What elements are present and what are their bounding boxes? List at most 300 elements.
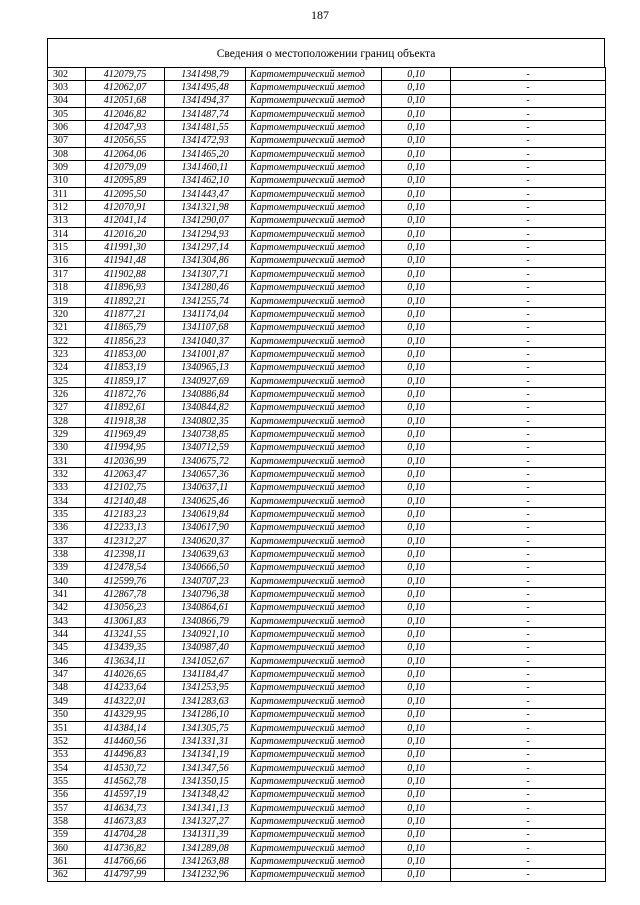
y-coordinate-cell: 1341460,11 xyxy=(165,161,246,174)
y-coordinate-cell: 1340802,35 xyxy=(165,414,246,427)
error-cell: 0,10 xyxy=(382,588,451,601)
error-cell: 0,10 xyxy=(382,241,451,254)
point-number-cell: 346 xyxy=(48,655,86,668)
method-cell: Картометрический метод xyxy=(246,281,382,294)
x-coordinate-cell: 412062,07 xyxy=(86,81,165,94)
method-cell: Картометрический метод xyxy=(246,775,382,788)
point-number-cell: 331 xyxy=(48,454,86,467)
error-cell: 0,10 xyxy=(382,548,451,561)
y-coordinate-cell: 1341495,48 xyxy=(165,81,246,94)
x-coordinate-cell: 414329,95 xyxy=(86,708,165,721)
x-coordinate-cell: 414026,65 xyxy=(86,668,165,681)
description-cell: - xyxy=(451,361,606,374)
description-cell: - xyxy=(451,828,606,841)
point-number-cell: 353 xyxy=(48,748,86,761)
point-number-cell: 319 xyxy=(48,294,86,307)
point-number-cell: 329 xyxy=(48,428,86,441)
description-cell: - xyxy=(451,348,606,361)
y-coordinate-cell: 1340620,37 xyxy=(165,535,246,548)
y-coordinate-cell: 1341443,47 xyxy=(165,188,246,201)
method-cell: Картометрический метод xyxy=(246,228,382,241)
y-coordinate-cell: 1341290,07 xyxy=(165,214,246,227)
x-coordinate-cell: 412079,75 xyxy=(86,68,165,81)
error-cell: 0,10 xyxy=(382,575,451,588)
x-coordinate-cell: 412102,75 xyxy=(86,481,165,494)
description-cell: - xyxy=(451,254,606,267)
point-number-cell: 317 xyxy=(48,268,86,281)
y-coordinate-cell: 1341184,47 xyxy=(165,668,246,681)
method-cell: Картометрический метод xyxy=(246,201,382,214)
y-coordinate-cell: 1341289,08 xyxy=(165,841,246,854)
x-coordinate-cell: 412140,48 xyxy=(86,495,165,508)
description-cell: - xyxy=(451,735,606,748)
description-cell: - xyxy=(451,721,606,734)
table-row xyxy=(48,268,606,281)
error-cell: 0,10 xyxy=(382,535,451,548)
y-coordinate-cell: 1340796,38 xyxy=(165,588,246,601)
x-coordinate-cell: 412046,82 xyxy=(86,108,165,121)
x-coordinate-cell: 411991,30 xyxy=(86,241,165,254)
description-cell: - xyxy=(451,321,606,334)
y-coordinate-cell: 1341174,04 xyxy=(165,308,246,321)
point-number-cell: 356 xyxy=(48,788,86,801)
description-cell: - xyxy=(451,401,606,414)
point-number-cell: 313 xyxy=(48,214,86,227)
y-coordinate-cell: 1341481,55 xyxy=(165,121,246,134)
table-row xyxy=(48,801,606,814)
table-row xyxy=(48,695,606,708)
y-coordinate-cell: 1340712,59 xyxy=(165,441,246,454)
y-coordinate-cell: 1341294,93 xyxy=(165,228,246,241)
y-coordinate-cell: 1341462,10 xyxy=(165,174,246,187)
method-cell: Картометрический метод xyxy=(246,428,382,441)
x-coordinate-cell: 411902,88 xyxy=(86,268,165,281)
error-cell: 0,10 xyxy=(382,468,451,481)
y-coordinate-cell: 1341107,68 xyxy=(165,321,246,334)
table-row xyxy=(48,561,606,574)
description-cell: - xyxy=(451,868,606,881)
description-cell: - xyxy=(451,374,606,387)
method-cell: Картометрический метод xyxy=(246,561,382,574)
y-coordinate-cell: 1340987,40 xyxy=(165,641,246,654)
x-coordinate-cell: 411865,79 xyxy=(86,321,165,334)
y-coordinate-cell: 1341348,42 xyxy=(165,788,246,801)
x-coordinate-cell: 414322,01 xyxy=(86,695,165,708)
table-row xyxy=(48,575,606,588)
description-cell: - xyxy=(451,815,606,828)
table-row xyxy=(48,748,606,761)
error-cell: 0,10 xyxy=(382,454,451,467)
y-coordinate-cell: 1341253,95 xyxy=(165,681,246,694)
y-coordinate-cell: 1341305,75 xyxy=(165,721,246,734)
description-cell: - xyxy=(451,334,606,347)
y-coordinate-cell: 1341341,19 xyxy=(165,748,246,761)
point-number-cell: 360 xyxy=(48,841,86,854)
error-cell: 0,10 xyxy=(382,361,451,374)
point-number-cell: 332 xyxy=(48,468,86,481)
error-cell: 0,10 xyxy=(382,94,451,107)
table-row xyxy=(48,521,606,534)
point-number-cell: 339 xyxy=(48,561,86,574)
error-cell: 0,10 xyxy=(382,174,451,187)
table-row xyxy=(48,655,606,668)
point-number-cell: 328 xyxy=(48,414,86,427)
table-row xyxy=(48,468,606,481)
point-number-cell: 324 xyxy=(48,361,86,374)
y-coordinate-cell: 1340675,72 xyxy=(165,454,246,467)
x-coordinate-cell: 412867,78 xyxy=(86,588,165,601)
error-cell: 0,10 xyxy=(382,615,451,628)
description-cell: - xyxy=(451,615,606,628)
description-cell: - xyxy=(451,708,606,721)
point-number-cell: 320 xyxy=(48,308,86,321)
y-coordinate-cell: 1341001,87 xyxy=(165,348,246,361)
point-number-cell: 306 xyxy=(48,121,86,134)
table-row xyxy=(48,81,606,94)
x-coordinate-cell: 413056,23 xyxy=(86,601,165,614)
point-number-cell: 315 xyxy=(48,241,86,254)
description-cell: - xyxy=(451,94,606,107)
description-cell: - xyxy=(451,294,606,307)
description-cell: - xyxy=(451,108,606,121)
error-cell: 0,10 xyxy=(382,641,451,654)
description-cell: - xyxy=(451,428,606,441)
y-coordinate-cell: 1341307,71 xyxy=(165,268,246,281)
point-number-cell: 352 xyxy=(48,735,86,748)
x-coordinate-cell: 413061,83 xyxy=(86,615,165,628)
table-row xyxy=(48,761,606,774)
table-row xyxy=(48,348,606,361)
method-cell: Картометрический метод xyxy=(246,188,382,201)
error-cell: 0,10 xyxy=(382,508,451,521)
method-cell: Картометрический метод xyxy=(246,414,382,427)
table-row xyxy=(48,628,606,641)
point-number-cell: 334 xyxy=(48,495,86,508)
x-coordinate-cell: 412070,91 xyxy=(86,201,165,214)
table-row xyxy=(48,495,606,508)
error-cell: 0,10 xyxy=(382,761,451,774)
y-coordinate-cell: 1341255,74 xyxy=(165,294,246,307)
error-cell: 0,10 xyxy=(382,374,451,387)
table-row xyxy=(48,481,606,494)
point-number-cell: 307 xyxy=(48,134,86,147)
method-cell: Картометрический метод xyxy=(246,68,382,81)
table-row xyxy=(48,868,606,881)
error-cell: 0,10 xyxy=(382,775,451,788)
point-number-cell: 355 xyxy=(48,775,86,788)
coordinates-table-body xyxy=(48,68,606,882)
method-cell: Картометрический метод xyxy=(246,481,382,494)
table-row xyxy=(48,161,606,174)
method-cell: Картометрический метод xyxy=(246,214,382,227)
y-coordinate-cell: 1341498,79 xyxy=(165,68,246,81)
table-row xyxy=(48,228,606,241)
y-coordinate-cell: 1341331,31 xyxy=(165,735,246,748)
y-coordinate-cell: 1340738,85 xyxy=(165,428,246,441)
y-coordinate-cell: 1341311,39 xyxy=(165,828,246,841)
point-number-cell: 358 xyxy=(48,815,86,828)
x-coordinate-cell: 412063,47 xyxy=(86,468,165,481)
method-cell: Картометрический метод xyxy=(246,174,382,187)
description-cell: - xyxy=(451,548,606,561)
point-number-cell: 322 xyxy=(48,334,86,347)
point-number-cell: 347 xyxy=(48,668,86,681)
x-coordinate-cell: 412016,20 xyxy=(86,228,165,241)
description-cell: - xyxy=(451,841,606,854)
method-cell: Картометрический метод xyxy=(246,241,382,254)
y-coordinate-cell: 1340927,69 xyxy=(165,374,246,387)
x-coordinate-cell: 412312,27 xyxy=(86,535,165,548)
description-cell: - xyxy=(451,188,606,201)
method-cell: Картометрический метод xyxy=(246,334,382,347)
x-coordinate-cell: 414704,28 xyxy=(86,828,165,841)
description-cell: - xyxy=(451,241,606,254)
y-coordinate-cell: 1341052,67 xyxy=(165,655,246,668)
x-coordinate-cell: 411856,23 xyxy=(86,334,165,347)
error-cell: 0,10 xyxy=(382,201,451,214)
table-row xyxy=(48,254,606,267)
method-cell: Картометрический метод xyxy=(246,548,382,561)
x-coordinate-cell: 412095,50 xyxy=(86,188,165,201)
method-cell: Картометрический метод xyxy=(246,454,382,467)
method-cell: Картометрический метод xyxy=(246,121,382,134)
point-number-cell: 326 xyxy=(48,388,86,401)
description-cell: - xyxy=(451,414,606,427)
point-number-cell: 303 xyxy=(48,81,86,94)
description-cell: - xyxy=(451,695,606,708)
point-number-cell: 337 xyxy=(48,535,86,548)
error-cell: 0,10 xyxy=(382,254,451,267)
y-coordinate-cell: 1341286,10 xyxy=(165,708,246,721)
error-cell: 0,10 xyxy=(382,601,451,614)
description-cell: - xyxy=(451,121,606,134)
table-row xyxy=(48,588,606,601)
method-cell: Картометрический метод xyxy=(246,254,382,267)
point-number-cell: 348 xyxy=(48,681,86,694)
y-coordinate-cell: 1340637,11 xyxy=(165,481,246,494)
method-cell: Картометрический метод xyxy=(246,788,382,801)
method-cell: Картометрический метод xyxy=(246,735,382,748)
description-cell: - xyxy=(451,761,606,774)
x-coordinate-cell: 412183,23 xyxy=(86,508,165,521)
x-coordinate-cell: 412398,11 xyxy=(86,548,165,561)
description-cell: - xyxy=(451,228,606,241)
error-cell: 0,10 xyxy=(382,268,451,281)
point-number-cell: 344 xyxy=(48,628,86,641)
description-cell: - xyxy=(451,801,606,814)
method-cell: Картометрический метод xyxy=(246,668,382,681)
y-coordinate-cell: 1340666,50 xyxy=(165,561,246,574)
x-coordinate-cell: 414634,73 xyxy=(86,801,165,814)
y-coordinate-cell: 1341487,74 xyxy=(165,108,246,121)
table-row xyxy=(48,441,606,454)
description-cell: - xyxy=(451,748,606,761)
method-cell: Картометрический метод xyxy=(246,708,382,721)
table-row xyxy=(48,454,606,467)
table-row xyxy=(48,374,606,387)
y-coordinate-cell: 1340921,10 xyxy=(165,628,246,641)
description-cell: - xyxy=(451,495,606,508)
table-row xyxy=(48,121,606,134)
table-row xyxy=(48,321,606,334)
error-cell: 0,10 xyxy=(382,721,451,734)
table-row xyxy=(48,281,606,294)
method-cell: Картометрический метод xyxy=(246,108,382,121)
table-row xyxy=(48,401,606,414)
point-number-cell: 310 xyxy=(48,174,86,187)
error-cell: 0,10 xyxy=(382,841,451,854)
y-coordinate-cell: 1341263,88 xyxy=(165,855,246,868)
method-cell: Картометрический метод xyxy=(246,641,382,654)
error-cell: 0,10 xyxy=(382,348,451,361)
x-coordinate-cell: 412233,13 xyxy=(86,521,165,534)
method-cell: Картометрический метод xyxy=(246,441,382,454)
description-cell: - xyxy=(451,775,606,788)
boundary-table-frame xyxy=(47,38,605,882)
point-number-cell: 361 xyxy=(48,855,86,868)
method-cell: Картометрический метод xyxy=(246,588,382,601)
method-cell: Картометрический метод xyxy=(246,321,382,334)
error-cell: 0,10 xyxy=(382,81,451,94)
point-number-cell: 336 xyxy=(48,521,86,534)
error-cell: 0,10 xyxy=(382,481,451,494)
error-cell: 0,10 xyxy=(382,668,451,681)
description-cell: - xyxy=(451,268,606,281)
error-cell: 0,10 xyxy=(382,294,451,307)
x-coordinate-cell: 412478,54 xyxy=(86,561,165,574)
point-number-cell: 362 xyxy=(48,868,86,881)
error-cell: 0,10 xyxy=(382,334,451,347)
y-coordinate-cell: 1341465,20 xyxy=(165,148,246,161)
table-row xyxy=(48,681,606,694)
point-number-cell: 314 xyxy=(48,228,86,241)
table-row xyxy=(48,148,606,161)
point-number-cell: 312 xyxy=(48,201,86,214)
x-coordinate-cell: 412064,06 xyxy=(86,148,165,161)
description-cell: - xyxy=(451,561,606,574)
description-cell: - xyxy=(451,521,606,534)
description-cell: - xyxy=(451,468,606,481)
point-number-cell: 359 xyxy=(48,828,86,841)
error-cell: 0,10 xyxy=(382,828,451,841)
table-row xyxy=(48,775,606,788)
table-row xyxy=(48,841,606,854)
point-number-cell: 325 xyxy=(48,374,86,387)
method-cell: Картометрический метод xyxy=(246,148,382,161)
point-number-cell: 342 xyxy=(48,601,86,614)
table-row xyxy=(48,201,606,214)
coordinates-table xyxy=(47,67,606,882)
table-row xyxy=(48,548,606,561)
y-coordinate-cell: 1341472,93 xyxy=(165,134,246,147)
error-cell: 0,10 xyxy=(382,708,451,721)
x-coordinate-cell: 414736,82 xyxy=(86,841,165,854)
error-cell: 0,10 xyxy=(382,561,451,574)
error-cell: 0,10 xyxy=(382,695,451,708)
error-cell: 0,10 xyxy=(382,121,451,134)
x-coordinate-cell: 411872,76 xyxy=(86,388,165,401)
error-cell: 0,10 xyxy=(382,148,451,161)
table-row xyxy=(48,601,606,614)
point-number-cell: 308 xyxy=(48,148,86,161)
description-cell: - xyxy=(451,855,606,868)
table-row xyxy=(48,134,606,147)
x-coordinate-cell: 412079,09 xyxy=(86,161,165,174)
y-coordinate-cell: 1341283,63 xyxy=(165,695,246,708)
table-row xyxy=(48,241,606,254)
point-number-cell: 338 xyxy=(48,548,86,561)
method-cell: Картометрический метод xyxy=(246,134,382,147)
method-cell: Картометрический метод xyxy=(246,94,382,107)
point-number-cell: 340 xyxy=(48,575,86,588)
x-coordinate-cell: 412056,55 xyxy=(86,134,165,147)
y-coordinate-cell: 1340866,79 xyxy=(165,615,246,628)
description-cell: - xyxy=(451,68,606,81)
method-cell: Картометрический метод xyxy=(246,161,382,174)
table-row xyxy=(48,668,606,681)
y-coordinate-cell: 1340657,36 xyxy=(165,468,246,481)
y-coordinate-cell: 1341304,86 xyxy=(165,254,246,267)
method-cell: Картометрический метод xyxy=(246,655,382,668)
method-cell: Картометрический метод xyxy=(246,815,382,828)
y-coordinate-cell: 1340617,90 xyxy=(165,521,246,534)
y-coordinate-cell: 1341232,96 xyxy=(165,868,246,881)
x-coordinate-cell: 414797,99 xyxy=(86,868,165,881)
method-cell: Картометрический метод xyxy=(246,294,382,307)
table-row xyxy=(48,388,606,401)
method-cell: Картометрический метод xyxy=(246,535,382,548)
y-coordinate-cell: 1341280,46 xyxy=(165,281,246,294)
point-number-cell: 323 xyxy=(48,348,86,361)
x-coordinate-cell: 411896,93 xyxy=(86,281,165,294)
description-cell: - xyxy=(451,388,606,401)
x-coordinate-cell: 414384,14 xyxy=(86,721,165,734)
table-row xyxy=(48,428,606,441)
method-cell: Картометрический метод xyxy=(246,841,382,854)
point-number-cell: 327 xyxy=(48,401,86,414)
point-number-cell: 311 xyxy=(48,188,86,201)
description-cell: - xyxy=(451,601,606,614)
point-number-cell: 357 xyxy=(48,801,86,814)
x-coordinate-cell: 412051,68 xyxy=(86,94,165,107)
table-row xyxy=(48,855,606,868)
x-coordinate-cell: 414496,83 xyxy=(86,748,165,761)
error-cell: 0,10 xyxy=(382,161,451,174)
error-cell: 0,10 xyxy=(382,681,451,694)
error-cell: 0,10 xyxy=(382,388,451,401)
x-coordinate-cell: 411941,48 xyxy=(86,254,165,267)
x-coordinate-cell: 411994,95 xyxy=(86,441,165,454)
description-cell: - xyxy=(451,481,606,494)
description-cell: - xyxy=(451,81,606,94)
description-cell: - xyxy=(451,641,606,654)
method-cell: Картометрический метод xyxy=(246,521,382,534)
y-coordinate-cell: 1341327,27 xyxy=(165,815,246,828)
point-number-cell: 333 xyxy=(48,481,86,494)
x-coordinate-cell: 411877,21 xyxy=(86,308,165,321)
table-row xyxy=(48,308,606,321)
table-row xyxy=(48,641,606,654)
point-number-cell: 354 xyxy=(48,761,86,774)
table-row xyxy=(48,535,606,548)
table-row xyxy=(48,828,606,841)
description-cell: - xyxy=(451,508,606,521)
description-cell: - xyxy=(451,535,606,548)
description-cell: - xyxy=(451,441,606,454)
y-coordinate-cell: 1341297,14 xyxy=(165,241,246,254)
point-number-cell: 330 xyxy=(48,441,86,454)
table-row xyxy=(48,68,606,81)
